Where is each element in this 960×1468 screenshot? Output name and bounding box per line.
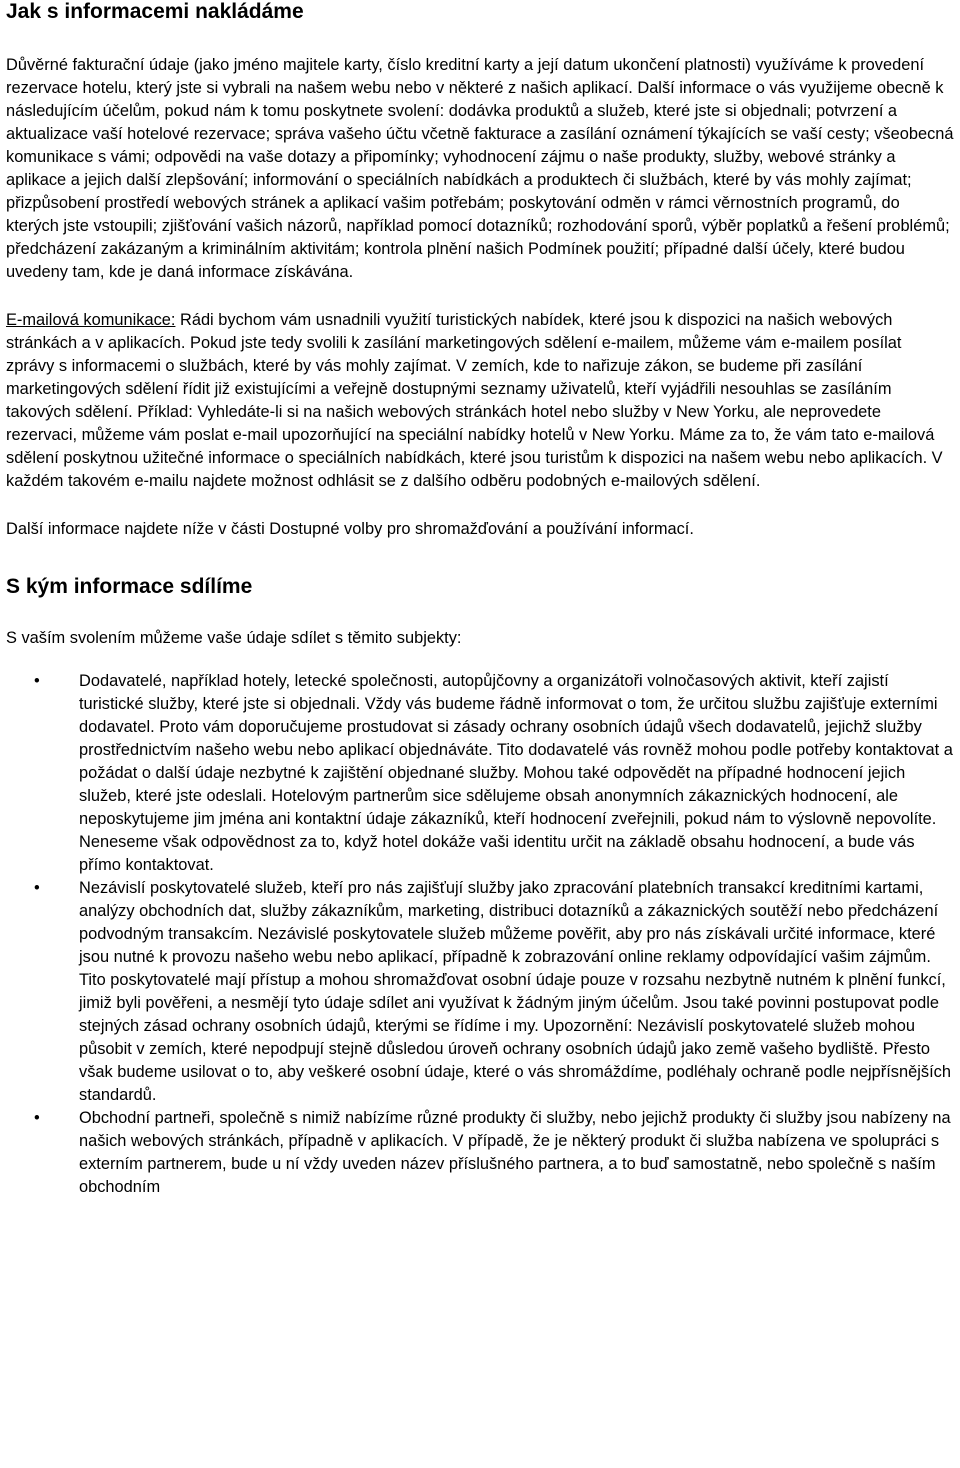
bullet-icon: • [34,879,40,897]
paragraph-more-info: Další informace najdete níže v části Dostupné volby pro shromažďování a používání informací. [6,520,694,538]
email-section-text: Rádi bychom vám usnadnili využití turistických nabídek, které jsou k dispozici na našich webových stránkách a v aplikacích. Pokud jste tedy svolili k zasílání marketingových sdělení e-mailem, můžeme vám e-mailem posílat zprávy s informacemi o službách, které by vás mohly zajímat. V zemích, kde to nařizuje zákon, se budeme při zasílání marketingových sdělení řídit již existujícími a veřejně dostupnými seznamy uživatelů, kteří vyjádřili nesouhlas se zasíláním takových sdělení. Příklad: Vyhledáte-li si na našich webových stránkách hotel nebo služby v New Yorku, ale neprovedete rezervaci, můžeme vám poslat e-mail upozorňující na speciální nabídky hotelů v New Yorku. Máme za to, že vám tato e-mailová sdělení poskytnou užitečné informace o speciálních nabídkách, které jsou turistům k dispozici na našem webu nebo aplikacích. V každém takovém e-mailu najdete možnost odhlásit se z dalšího odběru podobných e-mailových sdělení. [6,311,943,490]
list-item [6,670,954,877]
email-section-label: E-mailová komunikace: [6,311,176,329]
paragraph-email [6,309,954,493]
bullet-icon: • [34,1109,40,1127]
list-item-text: Nezávislí poskytovatelé služeb, kteří pro nás zajišťují služby jako zpracování platebních transakcí kreditními kartami, analýzy obchodních dat, služby zákazníkům, marketing, distribuci dotazníků a zákaznických soutěží nebo předcházení podvodným transakcím. Nezávislé poskytovatele služeb můžeme pověřit, aby pro nás získávali určité informace, které jsou nutné k provozu našeho webu nebo aplikací, případně k zobrazování online reklamy odpovídající vašim zájmům. Tito poskytovatelé mají přístup a mohou shromažďovat osobní údaje pouze v rozsahu nezbytně nutném k plnění funkcí, jimiž byli pověřeni, a nesmějí tyto údaje sdílet ani využívat k žádným jiným účelům. Jsou také povinni postupovat podle stejných zásad ochrany osobních údajů, kterými se řídíme i my. Upozornění: Nezávislí poskytovatelé služeb mohou působit v zemích, které nepodpují stejně důsledou úroveň ochrany osobních údajů jako země vašeho bydliště. Přesto však budeme usilovat o to, aby veškeré osobní údaje, které o vás shromáždíme, podléhaly ochraně podle nejpřísnějších standardů. [79,879,951,1104]
list-item [6,1107,954,1199]
list-item-text: Dodavatelé, například hotely, letecké společnosti, autopůjčovny a organizátoři volnočasových aktivit, kteří zajistí turistické služby, které jste si objednali. Vždy vás budeme řádně informovat o tom, že určitou službu zajišťuje externími dodavatel. Proto vám doporučujeme prostudovat si zásady ochrany osobních údajů všech dodavatelů, jejichž služby prostřednictvím našeho webu nebo aplikací objednáváte. Tito dodavatelé vás rovněž mohou podle potřeby kontaktovat a požádat o další údaje nezbytné k zajištění objednané služby. Mohou také odpovědět na případné hodnocení jejich služeb, které jste odeslali. Hotelovým partnerům sice sdělujeme obsah anonymních zákaznických hodnocení, ale neposkytujeme jim jména ani kontaktní údaje zákazníků, kteří hodnocení zveřejnili, pokud nám to výslovně nepovolíte. Neneseme však odpovědnost za to, když hotel dokáže vaši identitu určit na základě obsahu hodnocení, a bude vás přímo kontaktovat. [79,672,953,874]
section-heading-who-we-share: S kým informace sdílíme [6,575,253,598]
bullet-icon: • [34,672,40,690]
paragraph-usage: Důvěrné fakturační údaje (jako jméno majitele karty, číslo kreditní karty a její datum ukončení platnosti) využíváme k provedení rezervace hotelu, který jste si vybrali na našem webu nebo v některé z našich aplikací. Další informace o vás využijeme obecně k následujícím účelům, pokud nám k tomu poskytnete svolení: dodávka produktů a služeb, které jste si objednali; potvrzení a aktualizace vaší hotelové rezervace; správa vašeho účtu včetně fakturace a zasílání oznámení týkajících se vaší cesty; všeobecná komunikace s vámi; odpovědi na vaše dotazy a připomínky; vyhodnocení zájmu o naše produkty, služby, webové stránky a aplikace a jejich další zlepšování; informování o speciálních nabídkách a produktech či službách, které by vás mohly zajímat; přizpůsobení prostředí webových stránek a aplikací vašim potřebám; poskytování odměn v rámci věrnostních programů, do kterých jste vstoupili; zjišťování vašich názorů, například pomocí dotazníků; rozhodování sporů, výběr poplatků a řešení problémů; předcházení zakázaným a kriminálním aktivitám; kontrola plnění našich Podmínek použití; případné další účely, které budou uvedeny tam, kde je daná informace získávána. [6,56,954,281]
list-item [6,877,954,1107]
list-item-text: Obchodní partneři, společně s nimiž nabízíme různé produkty či služby, nebo jejichž produkty či služby jsou nabízeny na našich webových stránkách, případně v aplikacích. V případě, že je některý produkt či služba nabízena ve spolupráci s externím partnerem, bude u ní vždy uveden název příslušného partnera, a to buď samostatně, nebo společně s naším obchodním [79,1109,951,1196]
sharing-list [6,670,954,1199]
paragraph-sharing-intro: S vaším svolením můžeme vaše údaje sdílet s těmito subjekty: [6,629,462,647]
section-heading-how-we-use: Jak s informacemi nakládáme [6,0,304,23]
